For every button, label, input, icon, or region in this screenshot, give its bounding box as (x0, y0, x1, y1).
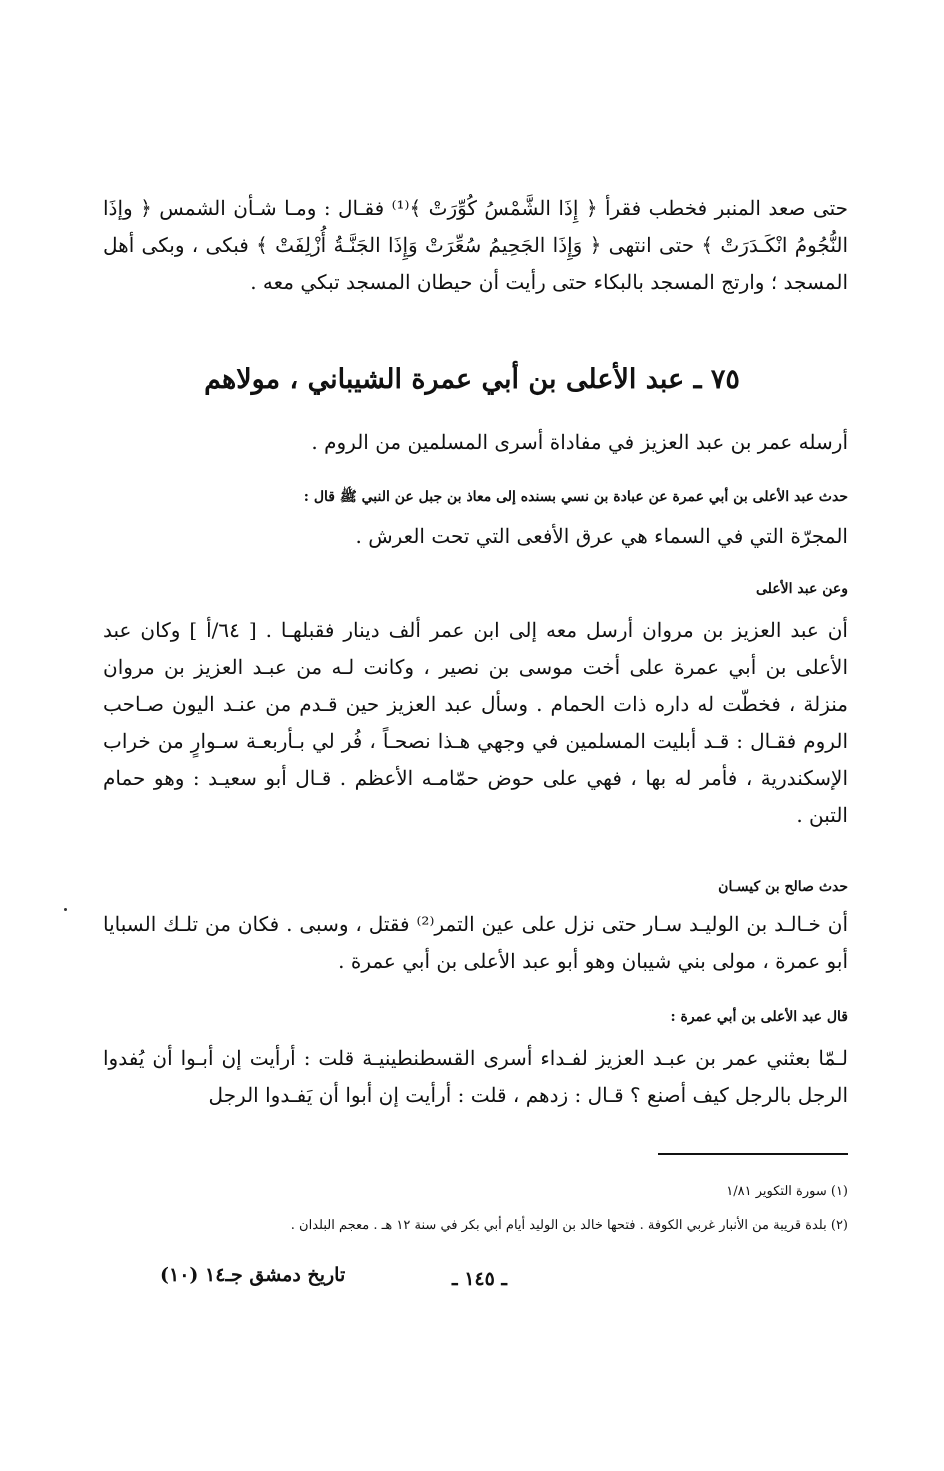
section-heading: ٧٥ ـ عبد الأعلى بن أبي عمرة الشيباني ، مولاهم (204, 364, 740, 395)
intro-paragraph: أرسله عمر بن عبد العزيز في مفاداة أسرى المسلمين من الروم . (311, 430, 848, 454)
footnote-1: (١) سورة التكوير ١/٨١ (726, 1184, 848, 1199)
page-footer (0, 1264, 944, 1300)
page-number: ـ ١٤٥ ـ (452, 1268, 507, 1290)
isnad-line-4: قال عبد الأعلى بن أبي عمرة : (670, 1009, 848, 1025)
scan-speck (64, 908, 67, 911)
footnote-separator (658, 1153, 848, 1155)
isnad-line-2: وعن عبد الأعلى (756, 581, 848, 597)
paragraph-4: لـمّا بعثني عمر بن عبـد العزيز لفـداء أسرى القسطنطينيـة قلت : أرأيت إن أبـوا أن يُفدوا الرجل بالرجل كيف أصنع ؟ قـال : زدهم ، قلت : أرأيت إن أبوا أن يَفـدوا الرجل (103, 1046, 848, 1107)
isnad-line-1: حدث عبد الأعلى بن أبي عمرة عن عبادة بن نسي بسنده إلى معاذ بن جبل عن النبي ﷺ قال : (303, 489, 848, 505)
top-paragraph: حتى صعد المنبر فخطب فقرأ ﴿ إِذَا الشَّمْسُ كُوِّرَتْ ﴾⁽¹⁾ فقـال : ومـا شـأن الشمس ﴿ وإذَا النُّجُومُ انْكَـدَرَتْ ﴾ حتى انتهى ﴿ وَإِذَا الجَحِيمُ سُعِّرَتْ وَإِذَا الجَنَّـةُ أُزْلِفَتْ ﴾ فبكى ، وبكى أهل المسجد ؛ وارتج المسجد بالبكاء حتى رأيت أن حيطان المسجد تبكي معه . (103, 196, 848, 294)
book-reference: تاريخ دمشق جـ١٤ (١٠) (160, 1264, 346, 1286)
paragraph-2: أن عبد العزيز بن مروان أرسل معه إلى ابن عمر ألف دينار فقبلهـا . [ ٦٤/أ ] وكان عبد الأعلى بن أبي عمرة على أخت موسى بن نصير ، وكانت لـه من عبـد العزيز بن مروان منزلة ، فخطّت له داره ذات الحمام . وسأل عبد العزيز حين قـدم من عنـد اليون صـاحب الروم فقـال : قـد أبليت المسلمين في وجهي هـذا نصحـاً ، فُر لي بـأربعـة سـوارٍ من خراب الإسكندرية ، فأمر له بها ، فهي على حوض حمّامـه الأعظم . قـال أبو سعيـد : وهو حمام التبن . (103, 618, 848, 827)
isnad-line-3: حدث صالح بن كيسـان (718, 879, 848, 895)
hadith-text: المجرّة التي في السماء هي عرق الأفعى التي تحت العرش . (355, 524, 848, 548)
footnote-2: (٢) بلدة قريبة من الأنبار غربي الكوفة . فتحها خالد بن الوليد أيام أبي بكر في سنة ١٢ هـ . معجم البلدان . (290, 1218, 848, 1233)
paragraph-3: أن خـالـد بن الوليـد سـار حتى نزل على عين التمر⁽²⁾ فقتل ، وسبى . فكان من تلـك السبايا أبو عمرة ، مولى بني شيبان وهو أبو عبد الأعلى بن أبي عمرة . (103, 912, 849, 973)
